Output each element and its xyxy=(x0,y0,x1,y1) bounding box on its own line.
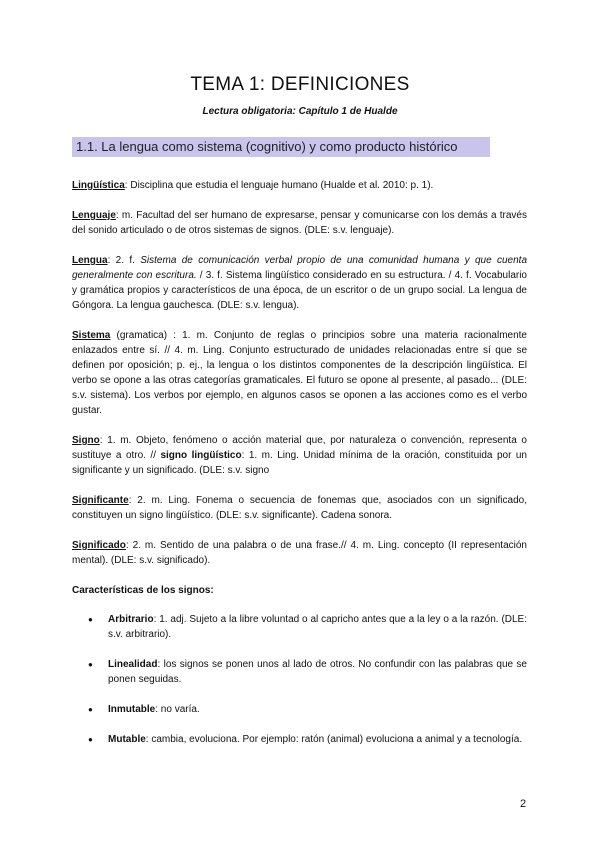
definition-text: : 1. m. Objeto, fenómeno o acción material que, por naturaleza o convención, representa o sustituye a otro. // xyxy=(72,435,527,461)
list-item xyxy=(72,612,527,642)
page-title: TEMA 1: DEFINICIONES xyxy=(190,74,410,95)
reading-subtitle: Lectura obligatoria: Capítulo 1 de Hualde xyxy=(202,106,398,117)
definition-text: : Disciplina que estudia el lenguaje humano (Hualde et al. 2010: p. 1). xyxy=(124,180,434,191)
definition-lenguaje xyxy=(72,208,527,238)
inner-term-label: signo lingüístico xyxy=(160,450,242,461)
term-label: Signo xyxy=(72,435,100,446)
definitions-body xyxy=(72,178,527,762)
definition-text: (gramatica) : 1. m. Conjunto de reglas o principios sobre una materia racionalmente enlazados entre sí. // 4. m. Ling. Conjunto estructurado de unidades relacionadas entre sí que se definen por oposición; p. ej., la lengua o los distintos componentes de la descripción lingüística. El verbo se opone a las otras categorías gramaticales. El futuro se opone al presente, al pasado... (DLE: s.v. sistema). Los verbos por ejemplo, en algunos casos se oponen a las acciones como es el verbo gustar. xyxy=(72,330,527,416)
definition-linguistica xyxy=(72,178,527,193)
characteristic-text: : los signos se ponen unos al lado de otros. No confundir con las palabras que se ponen seguidas. xyxy=(108,659,527,685)
characteristic-term: Arbitrario xyxy=(108,614,154,625)
definition-significante xyxy=(72,493,527,523)
definition-significado xyxy=(72,538,527,568)
definition-sistema xyxy=(72,328,527,418)
list-item xyxy=(72,657,527,687)
definition-text: : m. Facultad del ser humano de expresarse, pensar y comunicarse con los demás a través del sonido articulado o de otros sistemas de signos. (DLE: s.v. lenguaje). xyxy=(72,210,527,236)
characteristics-list xyxy=(72,612,527,747)
term-label: Significado xyxy=(72,540,126,551)
term-label: Sistema xyxy=(72,330,111,341)
definition-text: / 3. f. Sistema lingüístico considerado en su estructura. / 4. f. Vocabulario y gramática propios y característicos de una época, de un escritor o de un grupo social. La lengua de Góngora. La lengua gauchesca. (DLE: s.v. lengua). xyxy=(72,270,527,311)
characteristic-term: Inmutable xyxy=(108,704,156,715)
characteristic-text: : no varía. xyxy=(155,704,200,715)
list-item xyxy=(72,702,527,717)
section-heading: 1.1. La lengua como sistema (cognitivo) y como producto histórico xyxy=(72,137,490,157)
definition-italic-text: Sistema de comunicación verbal propio de una comunidad humana y que cuenta generalmente con escritura. xyxy=(72,255,528,281)
definition-text: : 2. f. xyxy=(107,255,141,266)
term-label: Lingüística xyxy=(72,180,125,191)
definition-lengua xyxy=(72,253,527,313)
definition-signo xyxy=(72,433,527,478)
characteristic-term: Linealidad xyxy=(108,659,158,670)
page-number: 2 xyxy=(520,798,527,810)
term-label: Lengua xyxy=(72,255,108,266)
term-label: Significante xyxy=(72,495,129,506)
characteristic-term: Mutable xyxy=(108,734,146,745)
definition-text: : 1. m. Ling. Unidad mínima de la oración, constituida por un significante y un significado. (DLE: s.v. signo xyxy=(72,450,527,476)
list-item xyxy=(72,732,527,747)
characteristic-text: : 1. adj. Sujeto a la libre voluntad o al capricho antes que a la ley o a la razón. (DLE: s.v. arbitrario). xyxy=(108,614,527,640)
definition-text: : 2. m. Sentido de una palabra o de una frase.// 4. m. Ling. concepto (II representación mental). (DLE: s.v. significado). xyxy=(72,540,527,566)
characteristics-label: Características de los signos: xyxy=(72,585,214,596)
term-label: Lenguaje xyxy=(72,210,116,221)
definition-text: : 2. m. Ling. Fonema o secuencia de fonemas que, asociados con un significado, constituyen un signo lingüístico. (DLE: s.v. significante). Cadena sonora. xyxy=(72,495,527,521)
characteristic-text: : cambia, evoluciona. Por ejemplo: ratón (animal) evoluciona a animal y a tecnología. xyxy=(145,734,523,745)
